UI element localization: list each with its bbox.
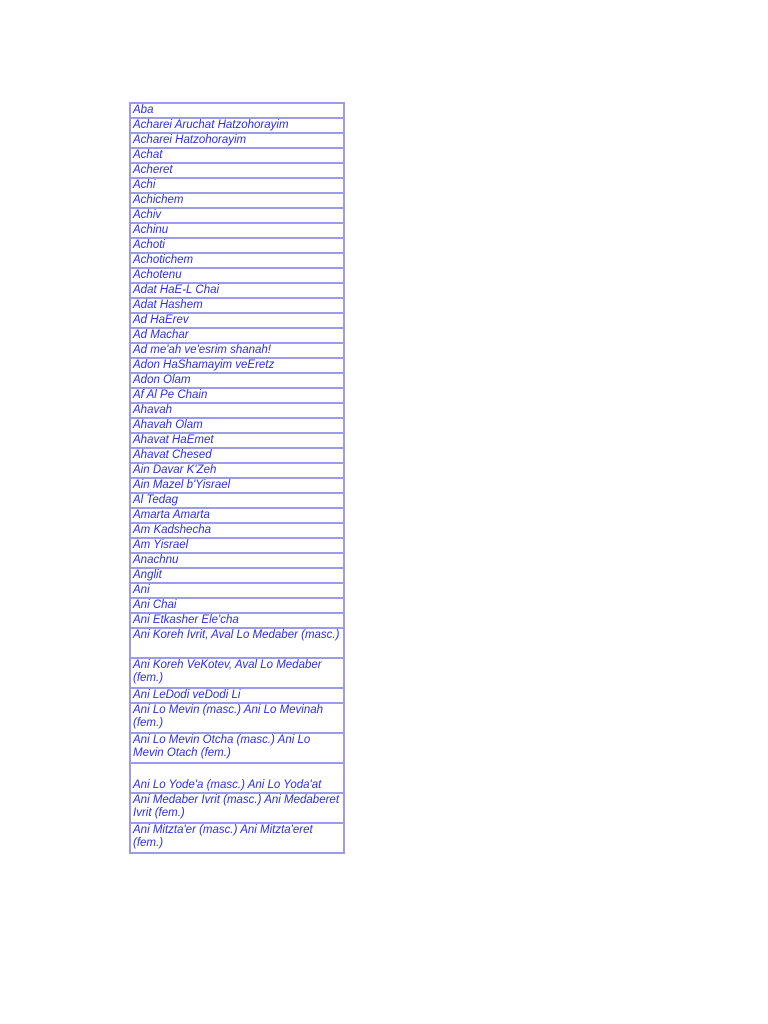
phrase-link[interactable]: Achi (130, 178, 344, 193)
table-row (130, 313, 344, 328)
phrase-link[interactable]: Achotenu (130, 268, 344, 283)
phrase-link[interactable]: Achichem (130, 193, 344, 208)
phrase-link[interactable]: Achat (130, 148, 344, 163)
table-row (130, 763, 344, 793)
table-row (130, 238, 344, 253)
phrase-link[interactable]: Ain Mazel b'Yisrael (130, 478, 344, 493)
phrase-link[interactable]: Acharei Hatzohorayim (130, 133, 344, 148)
phrase-link[interactable]: Amarta Amarta (130, 508, 344, 523)
table-row (130, 373, 344, 388)
table-row (130, 658, 344, 688)
phrase-link[interactable]: Ani Koreh VeKotev, Aval Lo Medaber (fem.) (130, 658, 344, 688)
phrase-link[interactable]: Achotichem (130, 253, 344, 268)
phrase-link[interactable]: Ani Lo Mevin (masc.) Ani Lo Mevinah (fem.) (130, 703, 344, 733)
table-row (130, 208, 344, 223)
table-row (130, 283, 344, 298)
table-row (130, 253, 344, 268)
phrase-link[interactable]: Achinu (130, 223, 344, 238)
phrase-link[interactable]: Ain Davar K'Zeh (130, 463, 344, 478)
phrase-link[interactable]: Anachnu (130, 553, 344, 568)
phrase-table-body (130, 103, 344, 853)
phrase-link[interactable]: Achiv (130, 208, 344, 223)
phrase-link[interactable]: Ani Medaber Ivrit (masc.) Ani Medaberet Ivrit (fem.) (130, 793, 344, 823)
table-row (130, 268, 344, 283)
phrase-link[interactable]: Ani Chai (130, 598, 344, 613)
phrase-link[interactable]: Ani LeDodi veDodi Li (130, 688, 344, 703)
phrase-link[interactable]: Ahavah (130, 403, 344, 418)
phrase-link[interactable]: Acheret (130, 163, 344, 178)
table-row (130, 463, 344, 478)
phrase-link[interactable]: Ani Mitzta'er (masc.) Ani Mitzta'eret (fem.) (130, 823, 344, 853)
phrase-link[interactable]: Ani Koreh Ivrit, Aval Lo Medaber (masc.) (130, 628, 344, 658)
table-row (130, 358, 344, 373)
phrase-link[interactable]: Adat HaE-L Chai (130, 283, 344, 298)
table-row (130, 118, 344, 133)
table-row (130, 163, 344, 178)
table-row (130, 583, 344, 598)
phrase-link[interactable]: Ahavat HaEmet (130, 433, 344, 448)
table-row (130, 478, 344, 493)
table-row (130, 523, 344, 538)
phrase-link[interactable]: Ani Lo Yode'a (masc.) Ani Lo Yoda'at (130, 763, 344, 793)
table-row (130, 103, 344, 118)
table-row (130, 133, 344, 148)
table-row (130, 178, 344, 193)
phrase-table (129, 102, 345, 854)
phrase-link[interactable]: Af Al Pe Chain (130, 388, 344, 403)
table-row (130, 688, 344, 703)
phrase-link[interactable]: Am Yisrael (130, 538, 344, 553)
table-row (130, 823, 344, 853)
table-row (130, 223, 344, 238)
phrase-link[interactable]: Achoti (130, 238, 344, 253)
phrase-link[interactable]: Ad Machar (130, 328, 344, 343)
table-row (130, 553, 344, 568)
table-row (130, 328, 344, 343)
table-row (130, 733, 344, 763)
phrase-link[interactable]: Adon Olam (130, 373, 344, 388)
table-row (130, 343, 344, 358)
table-row (130, 568, 344, 583)
phrase-link[interactable]: Ani (130, 583, 344, 598)
phrase-link[interactable]: Aba (130, 103, 344, 118)
table-row (130, 433, 344, 448)
table-row (130, 613, 344, 628)
table-row (130, 388, 344, 403)
phrase-link[interactable]: Adon HaShamayim veEretz (130, 358, 344, 373)
table-row (130, 598, 344, 613)
table-row (130, 703, 344, 733)
phrase-link[interactable]: Ani Etkasher Ele'cha (130, 613, 344, 628)
phrase-link[interactable]: Al Tedag (130, 493, 344, 508)
table-row (130, 418, 344, 433)
table-row (130, 403, 344, 418)
table-row (130, 538, 344, 553)
table-row (130, 193, 344, 208)
phrase-link[interactable]: Ahavat Chesed (130, 448, 344, 463)
phrase-link[interactable]: Ad me'ah ve'esrim shanah! (130, 343, 344, 358)
phrase-link[interactable]: Adat Hashem (130, 298, 344, 313)
phrase-link[interactable]: Ad HaErev (130, 313, 344, 328)
table-row (130, 448, 344, 463)
phrase-link[interactable]: Acharei Aruchat Hatzohorayim (130, 118, 344, 133)
table-row (130, 298, 344, 313)
table-row (130, 508, 344, 523)
table-row (130, 493, 344, 508)
table-row (130, 148, 344, 163)
phrase-link[interactable]: Ani Lo Mevin Otcha (masc.) Ani Lo Mevin Otach (fem.) (130, 733, 344, 763)
phrase-link[interactable]: Ahavah Olam (130, 418, 344, 433)
table-row (130, 793, 344, 823)
phrase-link[interactable]: Am Kadshecha (130, 523, 344, 538)
table-row (130, 628, 344, 658)
phrase-link[interactable]: Anglit (130, 568, 344, 583)
